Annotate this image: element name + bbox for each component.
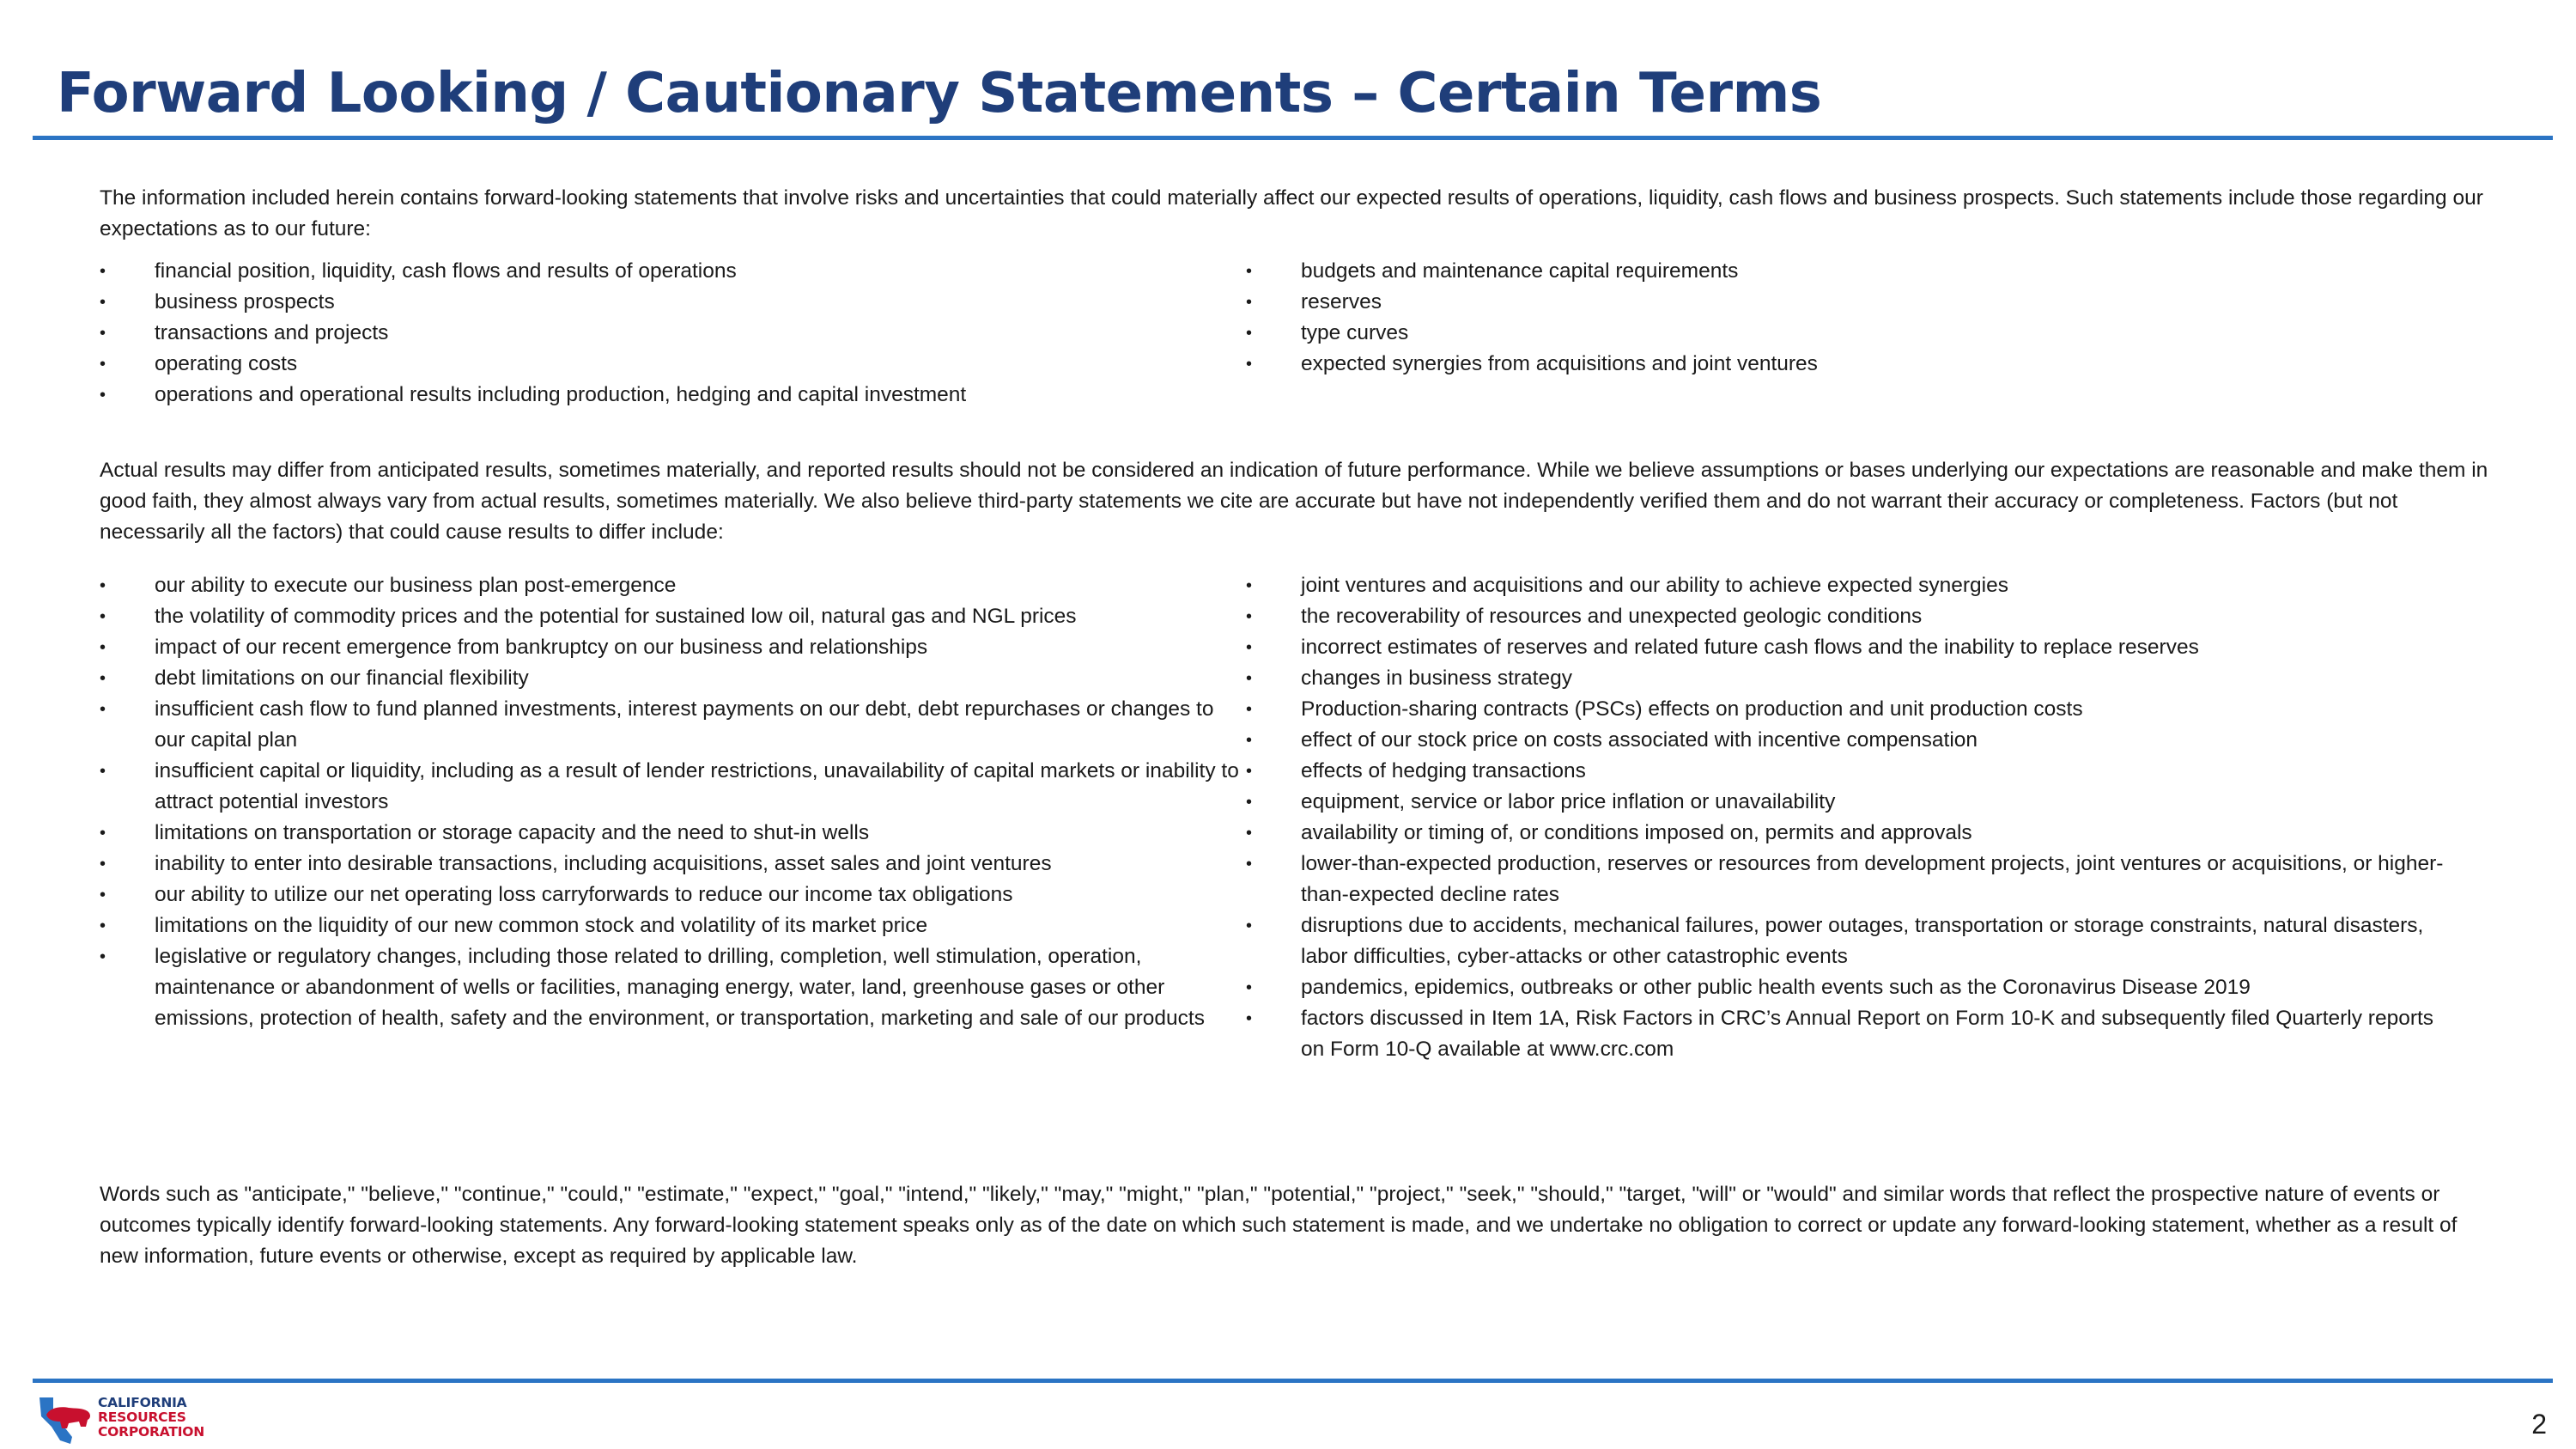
risk-factor-item: • disruptions due to accidents, mechanical failures, power outages, transportation or storage constraints, natural disasters, labor difficulties, cyber-attacks or other catastrophic events [1246, 910, 2448, 972]
risk-factor-item: • incorrect estimates of reserves and related future cash flows and the inability to replace reserves [1246, 632, 2448, 663]
logo-line-resources: RESOURCES [98, 1409, 186, 1425]
future-items-left-list [100, 256, 1246, 411]
risk-factor-item: • our ability to utilize our net operating loss carryforwards to reduce our income tax obligations [100, 880, 1246, 910]
future-item: • budgets and maintenance capital requirements [1246, 256, 2448, 287]
risk-factor-item: • effect of our stock price on costs associated with incentive compensation [1246, 725, 2448, 756]
future-item: • operations and operational results including production, hedging and capital investment [100, 380, 1246, 411]
risk-factor-item: • impact of our recent emergence from bankruptcy on our business and relationships [100, 632, 1246, 663]
risk-factor-item: • changes in business strategy [1246, 663, 2448, 694]
company-logo [34, 1396, 223, 1447]
risk-factor-item: • legislative or regulatory changes, including those related to drilling, completion, well stimulation, operation, maintenance or abandonment of wells or facilities, managing energy, water, land, greenhouse gases or other emissions, protection of health, safety and the environment, or transportation, marketing and sale of our products [100, 941, 1246, 1034]
risk-factor-item: • the volatility of commodity prices and the potential for sustained low oil, natural gas and NGL prices [100, 601, 1246, 632]
factors-right-list [1246, 570, 2448, 1065]
risk-factor-item: • debt limitations on our financial flexibility [100, 663, 1246, 694]
logo-line-corporation: CORPORATION [98, 1424, 205, 1440]
risk-factor-item: • joint ventures and acquisitions and our ability to achieve expected synergies [1246, 570, 2448, 601]
intro-paragraph: The information included herein contains forward-looking statements that involve risks and uncertainties that could materially affect our expected results of operations, liquidity, cash flows and business prospects. Such statements include those regarding our expectations as to our future: [100, 186, 2483, 240]
risk-factor-item: • the recoverability of resources and unexpected geologic conditions [1246, 601, 2448, 632]
future-item: • financial position, liquidity, cash flows and results of operations [100, 256, 1246, 287]
risk-factor-item: • Production-sharing contracts (PSCs) effects on production and unit production costs [1246, 694, 2448, 725]
risk-factor-item: • insufficient cash flow to fund planned investments, interest payments on our debt, debt repurchases or changes to our capital plan [100, 694, 1246, 756]
page-title: Forward Looking / Cautionary Statements – Certain Terms [57, 62, 1822, 125]
risk-factor-item: • our ability to execute our business plan post-emergence [100, 570, 1246, 601]
future-item: • expected synergies from acquisitions and joint ventures [1246, 349, 2448, 380]
future-item: • type curves [1246, 318, 2448, 349]
page-number: 2 [2531, 1409, 2547, 1440]
title-divider [33, 136, 2553, 140]
future-item: • transactions and projects [100, 318, 1246, 349]
future-item: • reserves [1246, 287, 2448, 318]
risk-factor-item: • equipment, service or labor price inflation or unavailability [1246, 787, 2448, 818]
risk-factor-item: • limitations on transportation or storage capacity and the need to shut-in wells [100, 818, 1246, 849]
logo-line-california: CALIFORNIA [98, 1395, 187, 1410]
words-such-as-paragraph: Words such as "anticipate," "believe," "continue," "could," "estimate," "expect," "goal," "intend," "likely," "may," "might," "plan," "potential," "project," "seek," "should," "target, "will" or "would" and similar words that reflect the prospective nature of events or outcomes typically identify forward-looking statements. Any forward-looking statement speaks only as of the date on which such statement is made, and we undertake no obligation to correct or update any forward-looking statement, whether as a result of new information, future events or otherwise, except as required by applicable law. [100, 1183, 2458, 1268]
risk-factor-item: • availability or timing of, or conditions imposed on, permits and approvals [1246, 818, 2448, 849]
california-bear-icon [34, 1396, 93, 1449]
future-items-right-list [1246, 256, 2448, 411]
actual-results-paragraph: Actual results may differ from anticipated results, sometimes materially, and reported results should not be considered an indication of future performance. While we believe assumptions or bases underlying our expectations are reasonable and make them in good faith, they almost always vary from actual results, sometimes materially. We also believe third-party statements we cite are accurate but have not independently verified them and do not warrant their accuracy or completeness. Factors (but not necessarily all the factors) that could cause results to differ include: [100, 459, 2488, 544]
logo-wordmark [98, 1396, 204, 1440]
risk-factor-item: • factors discussed in Item 1A, Risk Factors in CRC’s Annual Report on Form 10-K and subsequently filed Quarterly reports on Form 10-Q available at www.crc.com [1246, 1003, 2448, 1065]
future-item: • operating costs [100, 349, 1246, 380]
risk-factor-item: • limitations on the liquidity of our new common stock and volatility of its market price [100, 910, 1246, 941]
risk-factor-item: • lower-than-expected production, reserves or resources from development projects, joint ventures or acquisitions, or higher-than-expected decline rates [1246, 849, 2448, 910]
footer-divider [33, 1379, 2553, 1383]
factors-left-list [100, 570, 1246, 1065]
future-item: • business prospects [100, 287, 1246, 318]
factors-columns [100, 570, 2521, 1065]
risk-factor-item: • effects of hedging transactions [1246, 756, 2448, 787]
risk-factor-item: • inability to enter into desirable transactions, including acquisitions, asset sales and joint ventures [100, 849, 1246, 880]
risk-factor-item: • insufficient capital or liquidity, including as a result of lender restrictions, unavailability of capital markets or inability to attract potential investors [100, 756, 1246, 818]
future-items-columns [100, 256, 2521, 411]
risk-factor-item: • pandemics, epidemics, outbreaks or other public health events such as the Coronavirus Disease 2019 [1246, 972, 2448, 1003]
